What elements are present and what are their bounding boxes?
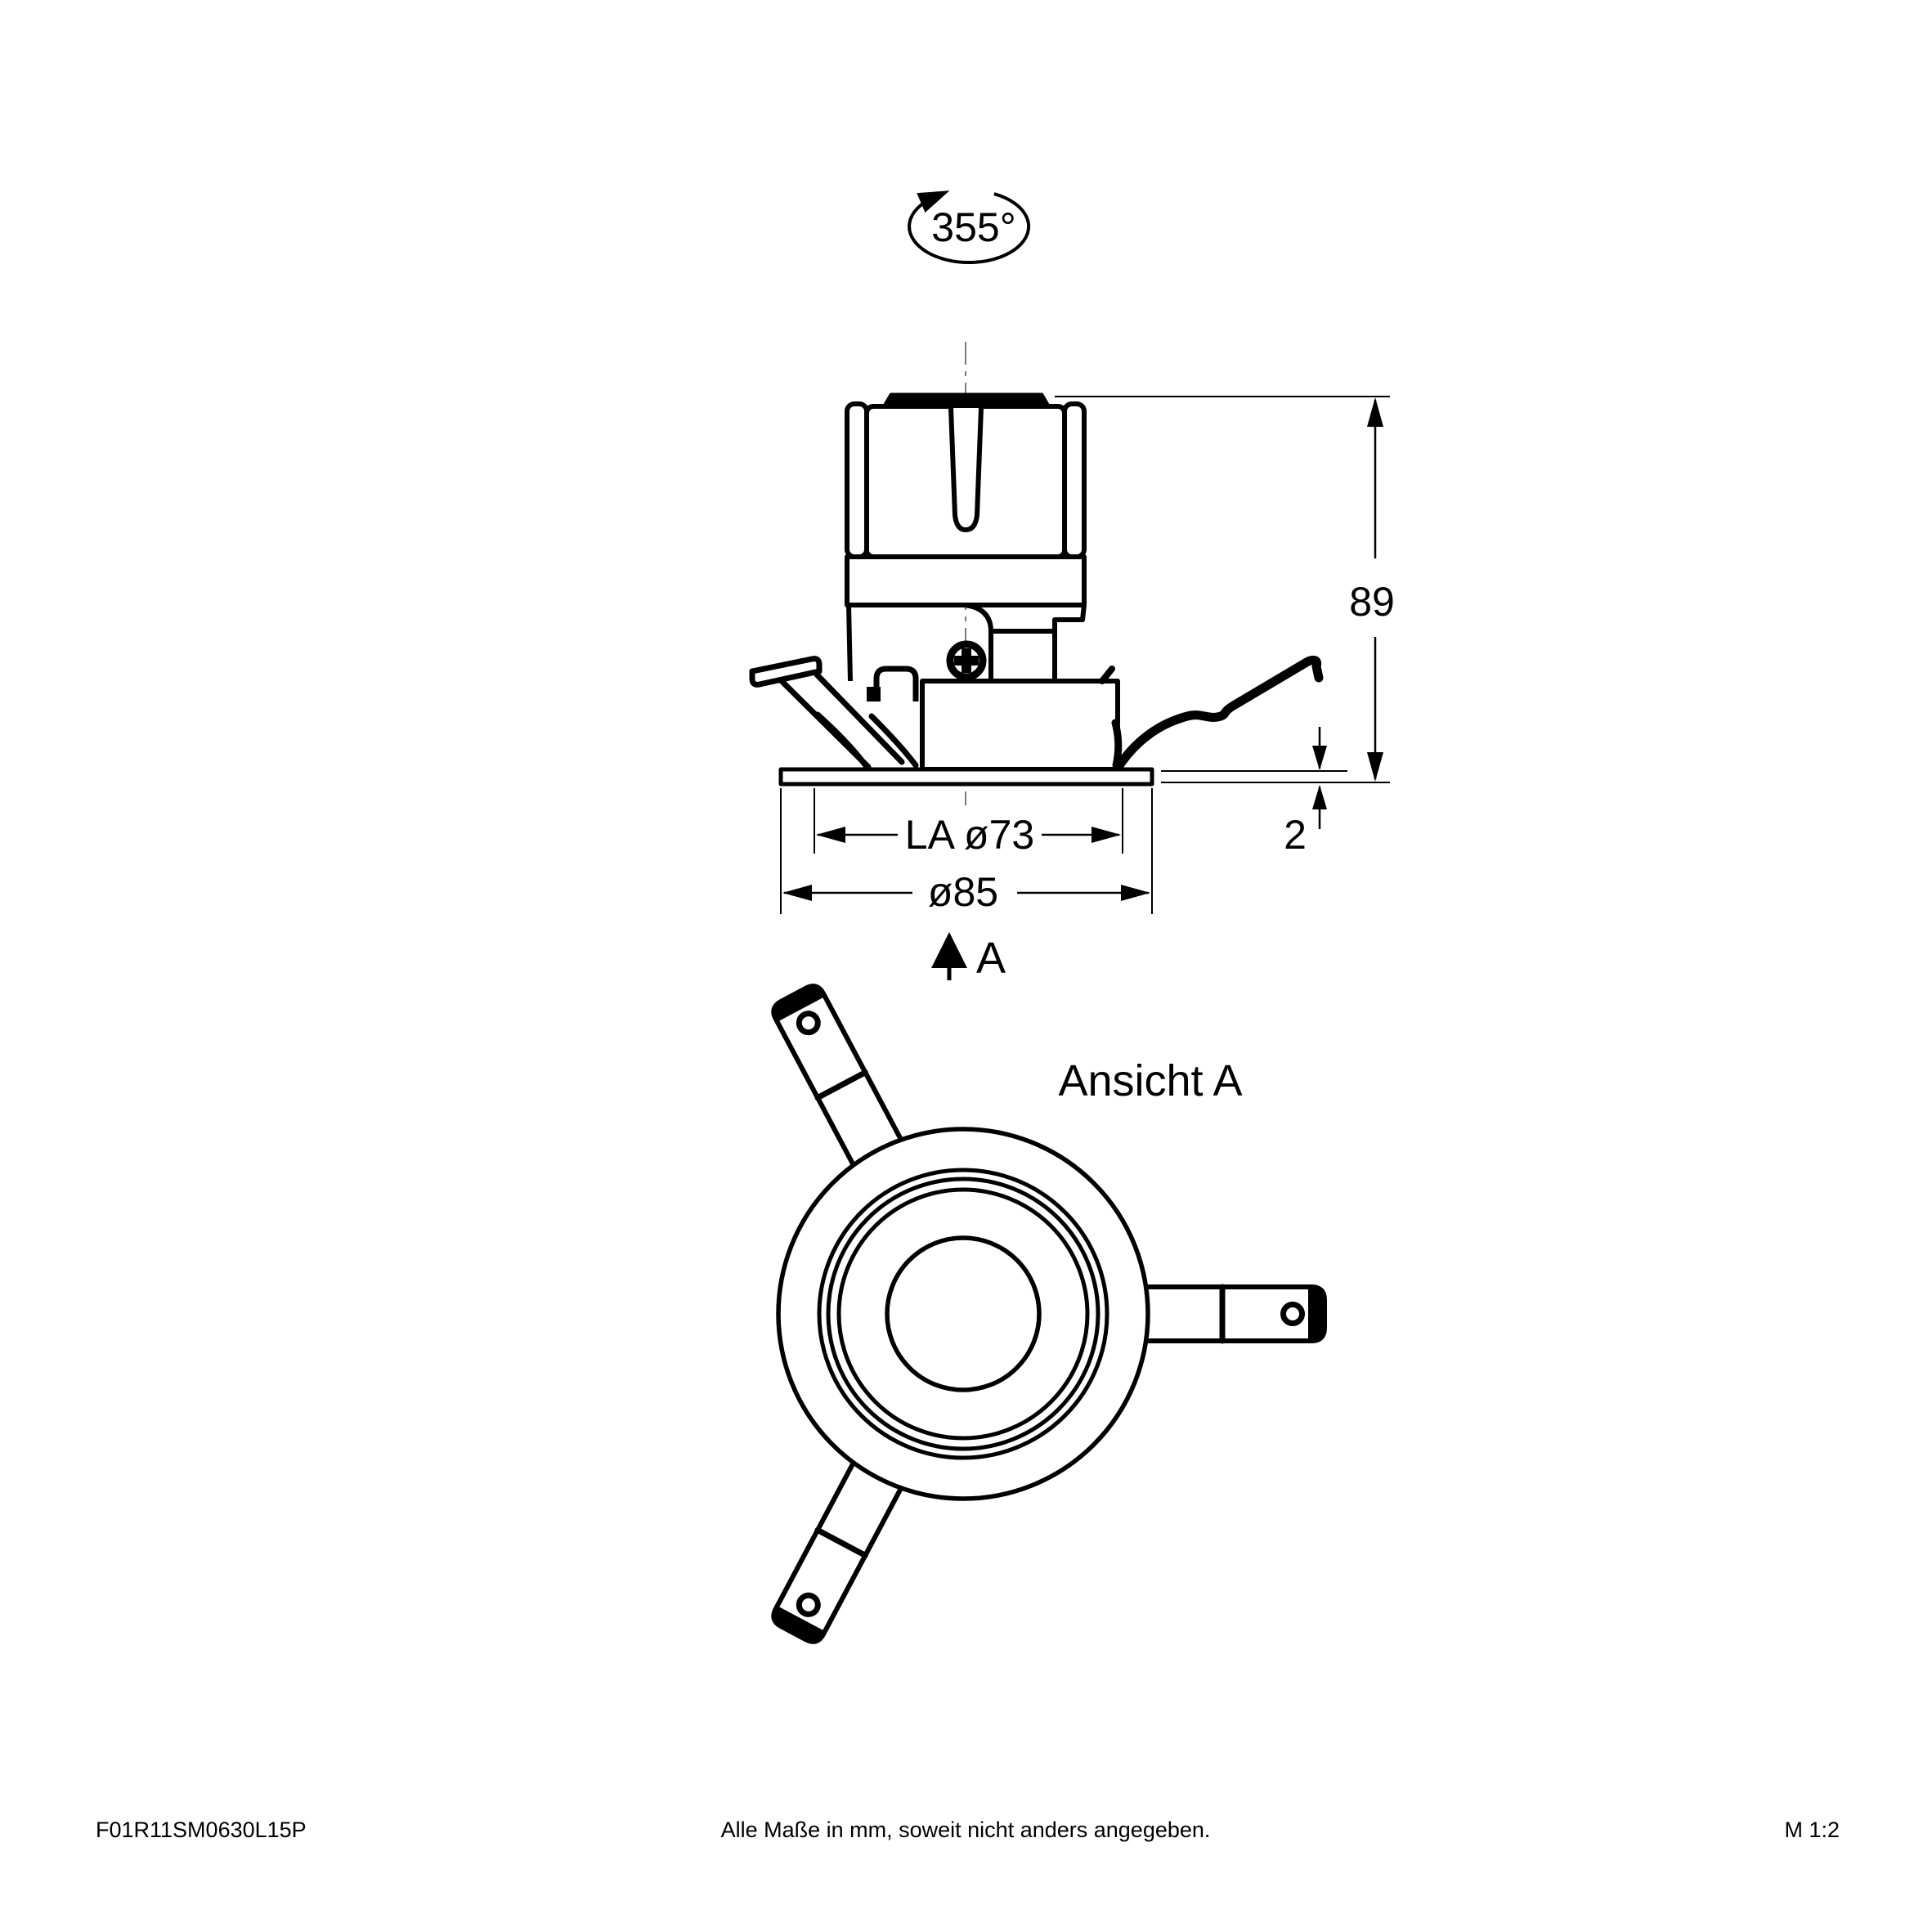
heatsink-fin-left — [847, 404, 867, 557]
heatsink-body — [847, 395, 1084, 557]
phillips-screw-icon — [950, 644, 983, 677]
arm-hole — [1284, 1305, 1302, 1324]
cutout-diameter-label: LA ø73 — [904, 812, 1035, 858]
clip-latch — [867, 687, 881, 702]
dimensions-note: Alle Maße in mm, soweit nicht anders angegeben. — [720, 1818, 1211, 1842]
view-title: Ansicht A — [1058, 1056, 1243, 1105]
spring-wire-right — [1117, 660, 1319, 769]
arrowhead-right-icon — [1121, 885, 1150, 901]
view-direction-label: A — [976, 934, 1006, 983]
height-dimension-label: 89 — [1349, 579, 1395, 625]
flange — [781, 769, 1152, 784]
arrowhead-left-icon — [782, 885, 812, 901]
scale-label: M 1:2 — [1784, 1818, 1840, 1842]
luminaire-side-view — [752, 342, 1319, 805]
trim-ring-outer — [778, 1129, 1148, 1499]
view-direction-arrow-icon — [931, 932, 1006, 983]
arm-tip-cap — [1308, 1287, 1325, 1341]
mounting-arm-upper-left — [769, 982, 902, 1166]
dimension-cutout-diameter — [814, 788, 1123, 858]
bezel-ring-3 — [839, 1190, 1087, 1438]
mounting-clip-left — [752, 659, 916, 767]
arrowhead-down-icon — [1312, 746, 1327, 770]
mounting-arm-right — [1145, 1287, 1325, 1341]
arrowhead-up-icon — [1367, 397, 1383, 427]
arrowhead-right-icon — [1092, 827, 1121, 843]
rotation-angle-label: 355° — [931, 204, 1016, 250]
footer — [96, 1818, 1840, 1842]
dimension-flange-thickness — [1161, 727, 1347, 858]
article-number: F01R11SM0630L15P — [96, 1818, 307, 1842]
outer-diameter-label: ø85 — [927, 869, 999, 915]
heatsink-fin-right — [1065, 404, 1084, 557]
heatsink-slot-center — [951, 408, 981, 530]
top-cap — [885, 395, 1047, 405]
bezel-ring-2 — [828, 1179, 1098, 1449]
rotation-indicator — [909, 181, 1029, 262]
light-aperture — [887, 1238, 1039, 1390]
clip-bracket — [876, 669, 916, 702]
bezel-ring-1 — [819, 1170, 1107, 1458]
arrowhead-left-icon — [816, 827, 845, 843]
arrowhead-up-icon — [1312, 785, 1327, 809]
lower-housing — [922, 669, 1118, 769]
flange-thickness-label: 2 — [1284, 812, 1307, 858]
luminaire-top-view — [769, 982, 1325, 1646]
clip-tab — [752, 659, 819, 685]
arrowhead-down-icon — [1367, 752, 1383, 782]
mounting-arm-lower-left — [769, 1462, 902, 1646]
